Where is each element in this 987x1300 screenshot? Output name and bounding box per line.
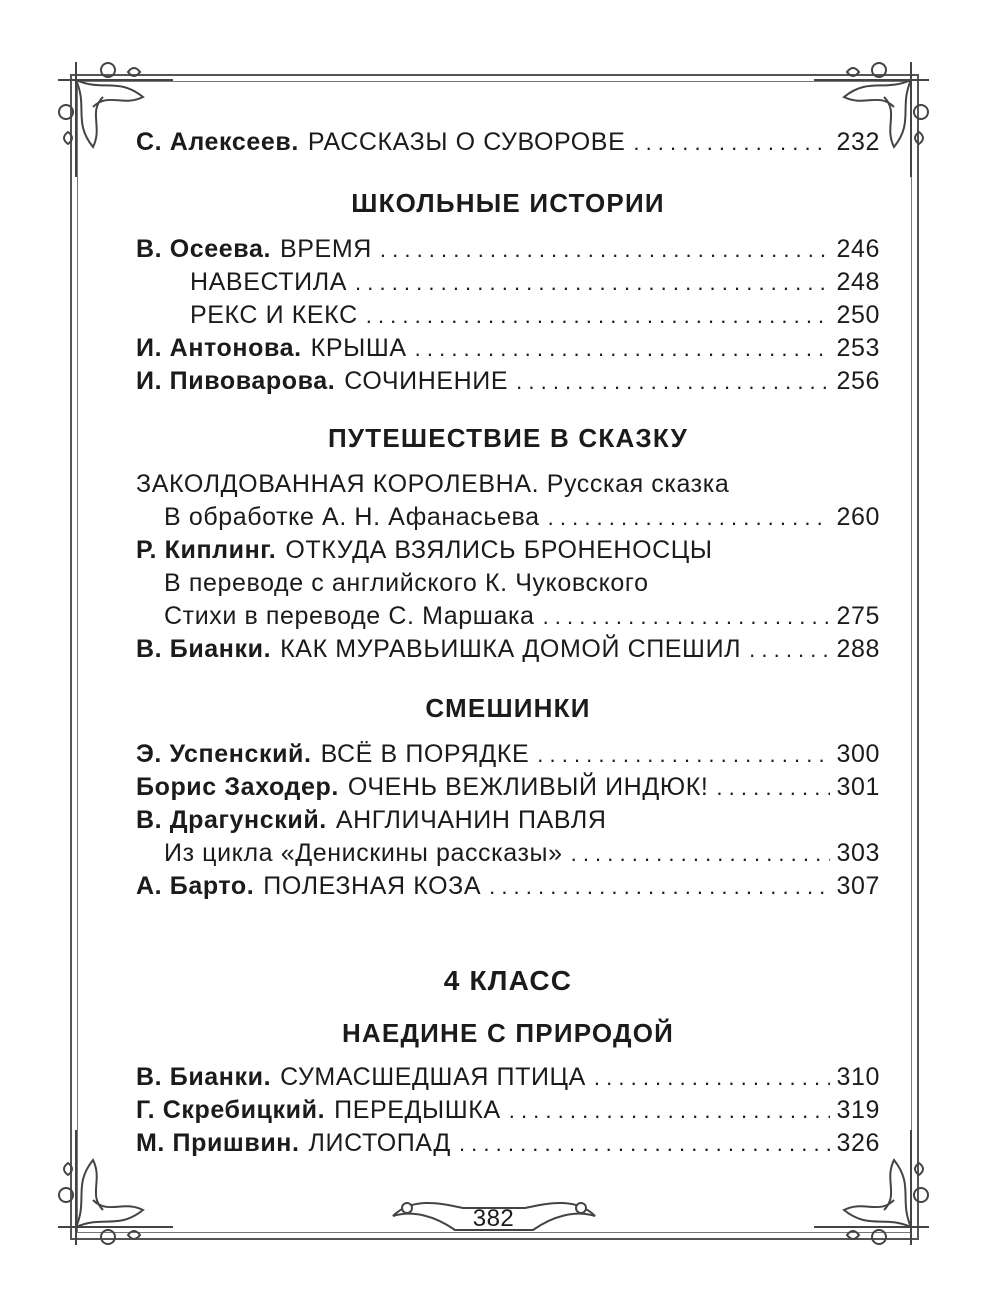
dot-leader — [571, 837, 831, 870]
entry-page: 253 — [836, 334, 880, 362]
entry-page: 303 — [836, 839, 880, 867]
entry-title: ЗАКОЛДОВАННАЯ КОРОЛЕВНА. Русская сказка — [136, 470, 730, 498]
dot-leader — [537, 738, 830, 771]
entry-page: 301 — [836, 773, 880, 801]
toc-entry[interactable] — [136, 332, 880, 365]
entry-author: И. Антонова. — [136, 334, 302, 362]
toc-entry[interactable] — [136, 837, 880, 870]
entry-page: 319 — [836, 1096, 880, 1124]
dot-leader — [633, 126, 830, 159]
dot-leader — [716, 771, 830, 804]
toc-entry[interactable] — [136, 266, 880, 299]
toc-entry[interactable] — [136, 870, 880, 903]
dot-leader — [355, 266, 830, 299]
section-heading: НАЕДИНЕ С ПРИРОДОЙ — [341, 1018, 675, 1048]
dot-leader — [380, 233, 831, 266]
entry-author: В. Осеева. — [136, 235, 271, 263]
entry-author: Борис Заходер. — [136, 773, 339, 801]
toc-entry[interactable] — [136, 233, 880, 266]
entry-page: 248 — [836, 268, 880, 296]
entry-title: КРЫША — [310, 334, 407, 362]
entry-page: 246 — [836, 235, 880, 263]
toc-entry[interactable] — [136, 126, 880, 159]
entry-title: ОЧЕНЬ ВЕЖЛИВЫЙ ИНДЮК! — [347, 773, 709, 801]
entry-author: Г. Скребицкий. — [136, 1096, 326, 1124]
toc-entry[interactable] — [136, 1094, 880, 1127]
entry-page: 310 — [836, 1063, 880, 1091]
entry-title: ЛИСТОПАД — [308, 1129, 451, 1157]
dot-leader — [594, 1061, 831, 1094]
entry-author: В. Бианки. — [136, 1063, 272, 1091]
dot-leader — [366, 299, 831, 332]
entry-title: РЕКС И КЕКС — [190, 301, 358, 329]
entry-author: В. Бианки. — [136, 635, 272, 663]
entry-title: ВСЁ В ПОРЯДКЕ — [320, 740, 530, 768]
entry-author: Э. Успенский. — [136, 740, 312, 768]
section-heading: ПУТЕШЕСТВИЕ В СКАЗКУ — [328, 423, 688, 453]
entry-author: В. Драгунский. — [136, 806, 327, 834]
toc-entry[interactable] — [136, 567, 880, 600]
dot-leader — [543, 600, 831, 633]
entry-title: В обработке А. Н. Афанасьева — [164, 503, 540, 531]
entry-title: СОЧИНЕНИЕ — [344, 367, 509, 395]
toc-entry[interactable] — [136, 468, 880, 501]
entry-page: 307 — [836, 872, 880, 900]
toc-entry[interactable] — [136, 633, 880, 666]
toc-entry[interactable] — [136, 534, 880, 567]
dot-leader — [415, 332, 831, 365]
entry-title: ПЕРЕДЫШКА — [334, 1096, 501, 1124]
toc-entry[interactable] — [136, 299, 880, 332]
entry-title: ОТКУДА ВЗЯЛИСЬ БРОНЕНОСЦЫ — [285, 536, 713, 564]
entry-page: 260 — [836, 503, 880, 531]
entry-title: РАССКАЗЫ О СУВОРОВЕ — [307, 128, 626, 156]
dot-leader — [548, 501, 831, 534]
toc-entry[interactable] — [136, 1127, 880, 1160]
table-of-contents — [136, 122, 880, 1160]
entry-title: ВРЕМЯ — [280, 235, 372, 263]
entry-author: С. Алексеев. — [136, 128, 299, 156]
entry-title: В переводе с английского К. Чуковского — [164, 569, 649, 597]
entry-title: СУМАСШЕДШАЯ ПТИЦА — [280, 1063, 586, 1091]
entry-page: 232 — [836, 128, 880, 156]
dot-leader — [489, 870, 830, 903]
entry-author: А. Барто. — [136, 872, 255, 900]
section-heading: ШКОЛЬНЫЕ ИСТОРИИ — [351, 188, 665, 218]
dot-leader — [516, 365, 830, 398]
toc-entry[interactable] — [136, 1061, 880, 1094]
entry-title: АНГЛИЧАНИН ПАВЛЯ — [335, 806, 607, 834]
entry-page: 300 — [836, 740, 880, 768]
dot-leader — [509, 1094, 831, 1127]
grade-heading: 4 КЛАСС — [443, 965, 573, 996]
entry-author: И. Пивоварова. — [136, 367, 336, 395]
section-heading: СМЕШИНКИ — [425, 693, 591, 723]
entry-page: 256 — [836, 367, 880, 395]
toc-entry[interactable] — [136, 501, 880, 534]
entry-page: 326 — [836, 1129, 880, 1157]
entry-page: 275 — [836, 602, 880, 630]
toc-entry[interactable] — [136, 738, 880, 771]
dot-leader — [459, 1127, 831, 1160]
entry-title: НАВЕСТИЛА — [190, 268, 348, 296]
entry-author: М. Пришвин. — [136, 1129, 300, 1157]
entry-author: Р. Киплинг. — [136, 536, 277, 564]
entry-page: 250 — [836, 301, 880, 329]
entry-title: КАК МУРАВЬИШКА ДОМОЙ СПЕШИЛ — [280, 635, 742, 663]
entry-title: ПОЛЕЗНАЯ КОЗА — [263, 872, 482, 900]
page-number: 382 — [472, 1205, 515, 1232]
toc-entry[interactable] — [136, 600, 880, 633]
entry-title: Стихи в переводе С. Маршака — [164, 602, 535, 630]
entry-title: Из цикла «Денискины рассказы» — [164, 839, 563, 867]
toc-entry[interactable] — [136, 804, 880, 837]
dot-leader — [749, 633, 830, 666]
entry-page: 288 — [836, 635, 880, 663]
toc-entry[interactable] — [136, 365, 880, 398]
toc-entry[interactable] — [136, 771, 880, 804]
